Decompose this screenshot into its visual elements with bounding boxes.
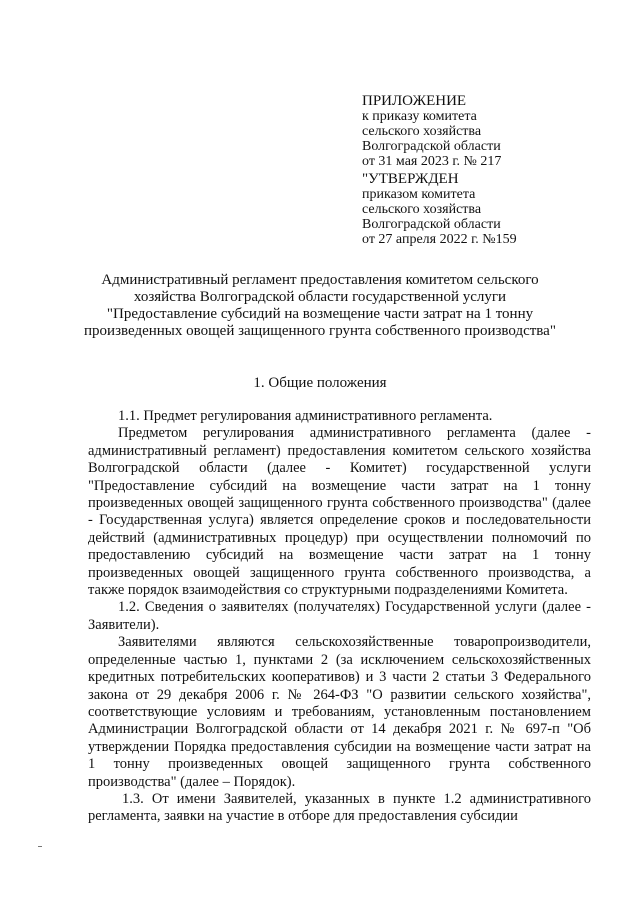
approved-line: от 27 апреля 2022 г. №159 [362,232,517,247]
appendix-line: от 31 мая 2023 г. № 217 [362,154,502,169]
approved-line: сельского хозяйства [362,202,482,217]
paragraph: 1.1. Предмет регулирования административного регламента. [118,408,493,424]
paragraph: Заявителями являются сельскохозяйственные товаропроизводители, определенные частью 1, пунктами 2 (за исключением сельскохозяйственных кредитных потребительских кооперативов) и 3 части 2 статьи 3 Федерального закона от 29 декабря 2006 г. № 264-ФЗ "О развитии сельского хозяйства", соответствующие условиям и требованиям, установленным постановлением Администрации Волгоградской области от 14 декабря 2021 г. № 697-п "Об утверждении Порядка предоставления субсидии на возмещение части затрат на 1 тонну произведенных овощей защищенного грунта собственного производства" (далее – Порядок). [88,634,591,790]
appendix-line: к приказу комитета [362,109,477,124]
appendix-heading: ПРИЛОЖЕНИЕ [362,93,467,109]
section-heading: 1. Общие положения [253,375,387,391]
paragraph: 1.3. От имени Заявителей, указанных в пункте 1.2 административного регламента, заявки на участие в отборе для предоставления субсидии [88,790,591,825]
appendix-line: Волгоградской области [362,139,501,154]
approved-line: Волгоградской области [362,217,501,232]
paragraph: Предметом регулирования административного регламента (далее - административный регламент) предоставления комитетом сельского хозяйства Волгоградской области (далее - Комитет) государственной услуги "Предоставление субсидий на возмещение части затрат на 1 тонну произведенных овощей защищенного грунта собственного производства" (далее - Государственная услуга) является определение сроков и последовательности действий (административных процедур) при осуществлении полномочий по предоставлению субсидий на возмещение части затрат на 1 тонну произведенных овощей защищенного грунта собственного производства, а также порядок взаимодействия со структурными подразделениями Комитета. [88,425,591,599]
approved-stamp [362,172,517,247]
appendix-stamp [362,94,501,169]
approved-line: приказом комитета [362,187,476,202]
document-body [88,408,591,826]
paragraph: 1.2. Сведения о заявителях (получателях) Государственной услуги (далее - Заявители). [88,599,591,633]
document-title: Административный регламент предоставления комитетом сельского хозяйства Волгоградской области государственной услуги "Предоставление субсидий на возмещение части затрат на 1 тонну произведенных овощей защищенного грунта собственного производства" [84,272,556,339]
appendix-line: сельского хозяйства [362,124,482,139]
scan-mark [38,846,42,847]
approved-heading: "УТВЕРЖДЕН [362,171,459,187]
